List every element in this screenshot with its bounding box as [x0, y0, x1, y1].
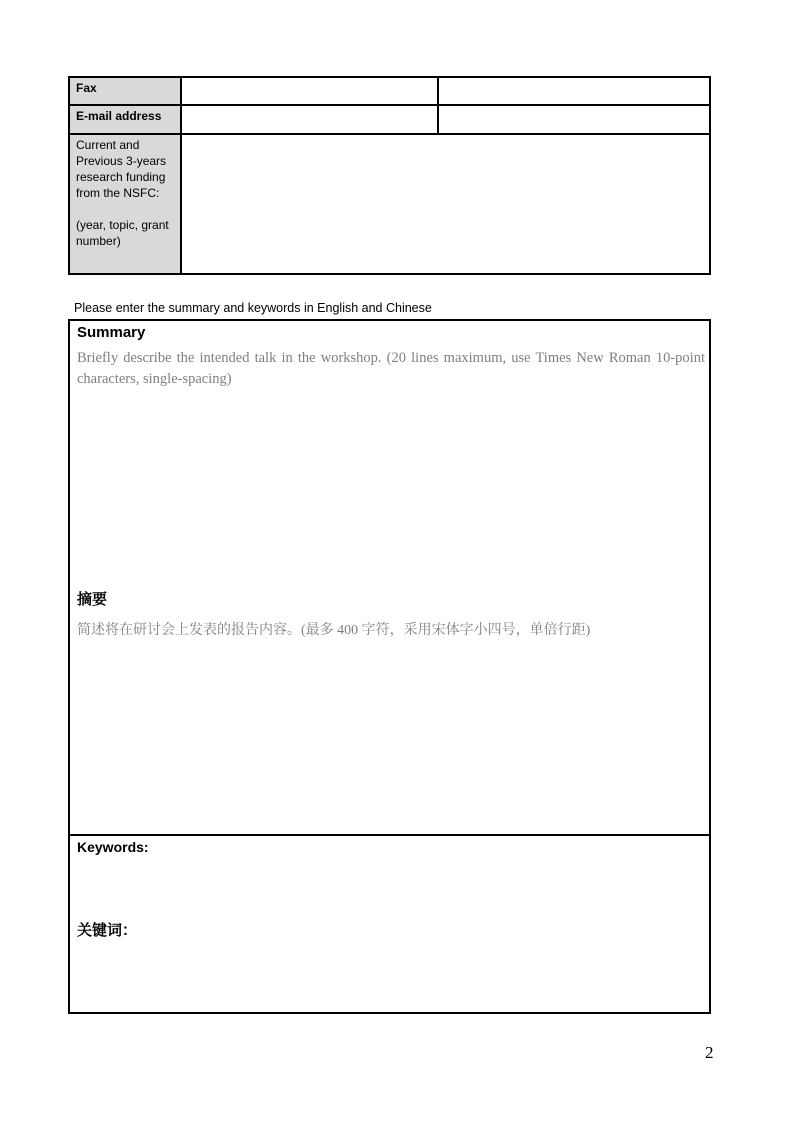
summary-hint-zh: 简述将在研讨会上发表的报告内容。(最多 400 字符，采用宋体字小四号，单倍行距) [77, 623, 591, 638]
funding-label: Current and Previous 3-years research funding from the NSFC: [76, 138, 167, 200]
fax-value-field[interactable] [182, 78, 439, 106]
fax-value-field-2[interactable] [439, 78, 709, 106]
email-label-cell: E-mail address [70, 106, 182, 135]
keywords-label-zh: 关键词： [77, 922, 138, 939]
email-value-field[interactable] [182, 106, 439, 135]
contact-table [68, 76, 711, 275]
summary-hint-en: Briefly describe the intended talk in the workshop. (20 lines maximum, use Times New Roman 10-point characters, single-spacing) [77, 350, 705, 387]
funding-note: (year, topic, grant number) [76, 218, 169, 248]
summary-field[interactable] [70, 321, 709, 836]
funding-label-cell [70, 135, 182, 273]
summary-title-zh: 摘要 [77, 591, 108, 608]
email-value-field-2[interactable] [439, 106, 709, 135]
funding-value-field[interactable] [182, 135, 709, 273]
page-number: 2 [705, 1043, 714, 1062]
keywords-field[interactable] [70, 836, 709, 1012]
fax-label-cell: Fax [70, 78, 182, 106]
summary-keywords-table [68, 319, 711, 1014]
instruction-text: Please enter the summary and keywords in English and Chinese [74, 301, 432, 315]
summary-title-en: Summary [77, 324, 146, 341]
keywords-label-en: Keywords: [77, 839, 149, 855]
